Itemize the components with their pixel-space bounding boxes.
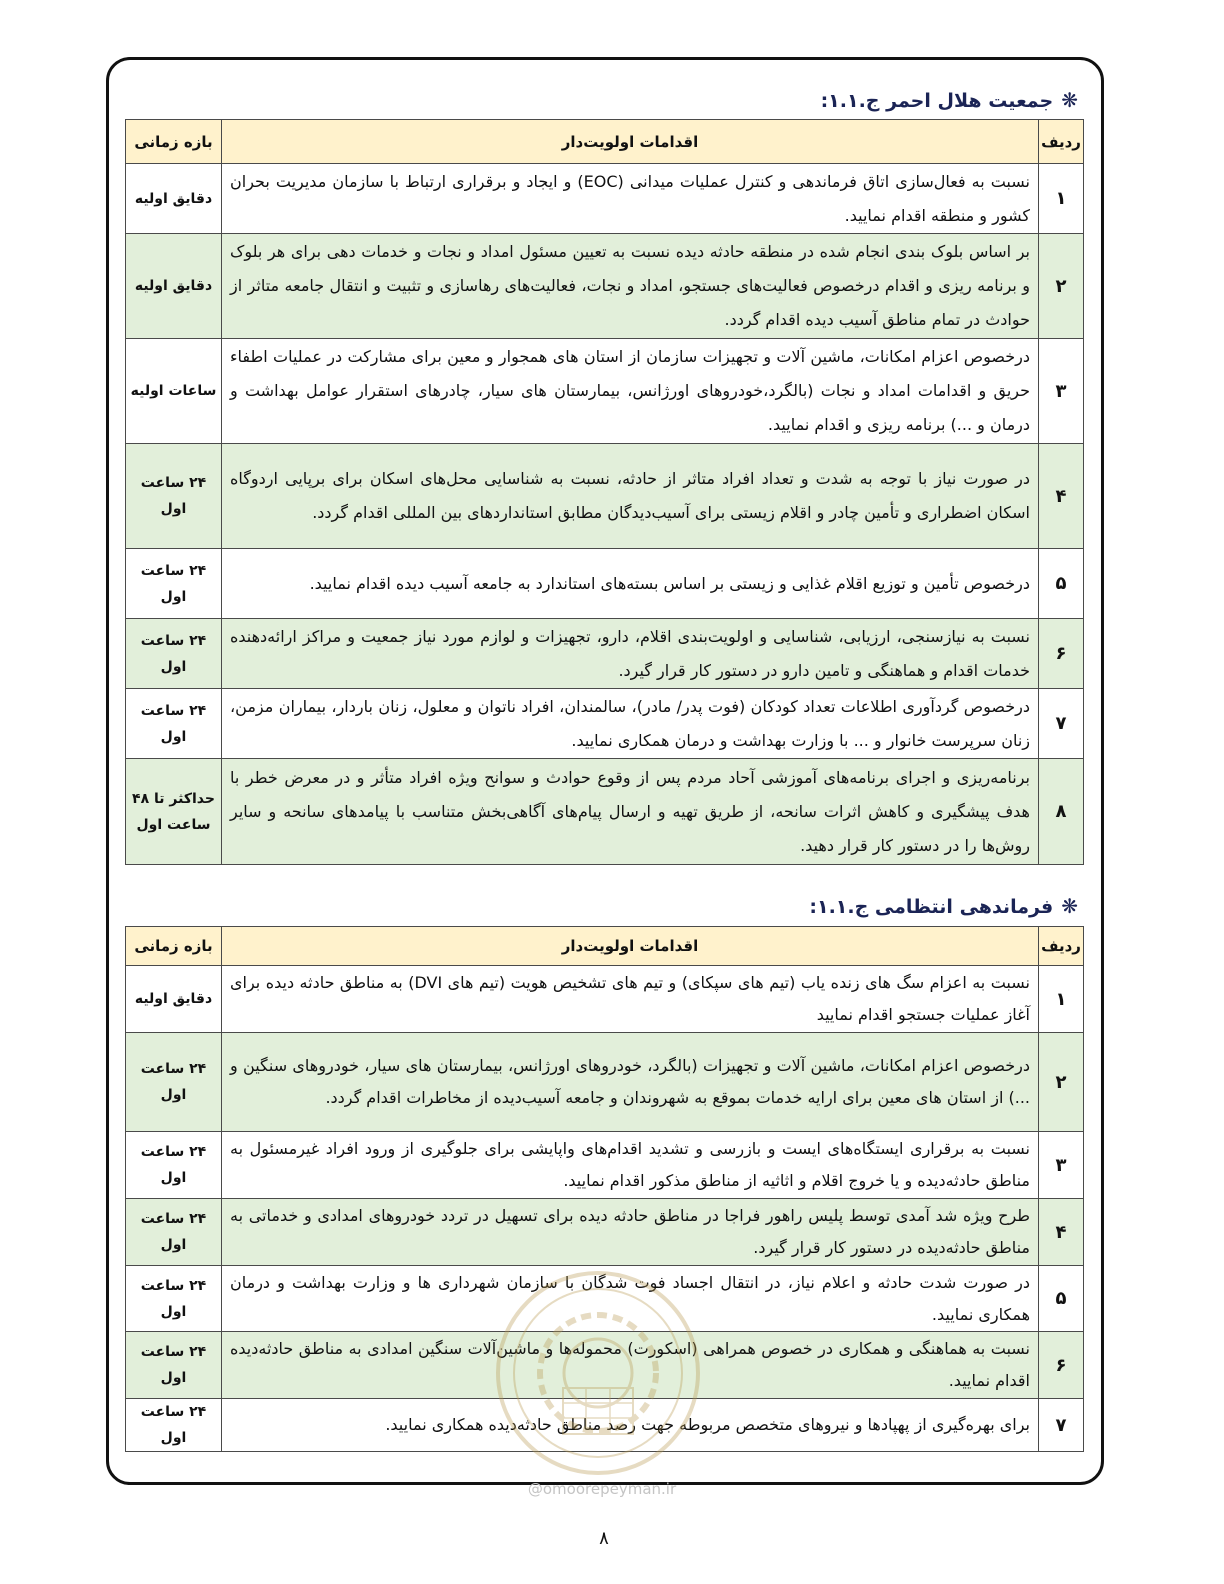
time-period: حداکثر تا ۴۸ ساعت اول xyxy=(126,759,222,865)
header-row-number: ردیف xyxy=(1039,927,1084,966)
time-period: ۲۴ ساعت اول xyxy=(126,1266,222,1332)
priority-actions-table xyxy=(125,926,1084,1452)
table-header-row xyxy=(126,927,1084,966)
action-text: درخصوص اعزام امکانات، ماشین آلات و تجهیزات (بالگرد، خودروهای اورژانس، بیمارستان های سیار، خودروهای سنگین و ...) از استان های معین برای ارایه خدمات بموقع به شهروندان و جامعه آسیب‌دیده از مخاطرات اقدام گردد. xyxy=(222,1033,1039,1132)
time-period: ۲۴ ساعت اول xyxy=(126,1399,222,1452)
action-text: نسبت به اعزام سگ های زنده یاب (تیم های سپکای) و تیم های تشخیص هویت (تیم های DVI) به مناطق حادثه دیده برای آغاز عملیات جستجو اقدام نمایید xyxy=(222,966,1039,1033)
section-heading-text: جمعیت هلال احمر ج.۱.۱: xyxy=(820,90,1054,112)
header-actions: اقدامات اولویت‌دار xyxy=(222,927,1039,966)
action-text: درخصوص گردآوری اطلاعات تعداد کودکان (فوت پدر/ مادر)، سالمندان، افراد ناتوان و معلول، زنان باردار، بیماران مزمن، زنان سرپرست خانوار و ... با وزارت بهداشت و درمان همکاری نمایید. xyxy=(222,689,1039,759)
row-number: ۲ xyxy=(1039,1033,1084,1132)
table-row xyxy=(126,1033,1084,1132)
header-row-number: ردیف xyxy=(1039,120,1084,164)
row-number: ۱ xyxy=(1039,966,1084,1033)
action-text: نسبت به هماهنگی و همکاری در خصوص همراهی (اسکورت) محموله‌ها و ماشین‌آلات سنگین امدادی به مناطق حادثه‌دیده اقدام نمایید. xyxy=(222,1332,1039,1399)
action-text: طرح ویژه شد آمدی توسط پلیس راهور فراجا در مناطق حادثه دیده برای تسهیل در تردد خودروهای امدادی و خدماتی به مناطق حادثه‌دیده در دستور کار قرار گیرد. xyxy=(222,1199,1039,1266)
time-period: ۲۴ ساعت اول xyxy=(126,1332,222,1399)
time-period: ۲۴ ساعت اول xyxy=(126,619,222,689)
time-period: ۲۴ ساعت اول xyxy=(126,689,222,759)
asterisk-icon xyxy=(1061,894,1078,918)
table-row xyxy=(126,234,1084,339)
table-row xyxy=(126,689,1084,759)
row-number: ۶ xyxy=(1039,1332,1084,1399)
action-text: درخصوص اعزام امکانات، ماشین آلات و تجهیزات سازمان از استان های همجوار و معین برای مشارکت در عملیات اطفاء حریق و اقدامات امداد و نجات (بالگرد،خودروهای اورژانس، بیمارستان های سیار، چادرهای استقرار عوامل بهداشت و درمان و ...) برنامه ریزی و اقدام نمایید. xyxy=(222,339,1039,444)
action-text: نسبت به فعال‌سازی اتاق فرماندهی و کنترل عملیات میدانی (EOC) و ایجاد و برقراری ارتباط با سازمان مدیریت بحران کشور و منطقه اقدام نمایید. xyxy=(222,164,1039,234)
row-number: ۷ xyxy=(1039,689,1084,759)
action-text: در صورت نیاز با توجه به شدت و تعداد افراد متاثر از حادثه، نسبت به شناسایی محل‌های اسکان برای برپایی اردوگاه اسکان اضطراری و تأمین چادر و اقلام زیستی برای آسیب‌دیدگان مطابق استانداردهای بین المللی اقدام گردد. xyxy=(222,444,1039,549)
action-text: برای بهره‌گیری از پهپادها و نیروهای متخصص مربوطه جهت رصد مناطق حادثه‌دیده همکاری نمایید. xyxy=(222,1399,1039,1452)
time-period: ۲۴ ساعت اول xyxy=(126,1132,222,1199)
section-heading-text: فرماندهی انتظامی ج.۱.۱: xyxy=(809,896,1054,918)
row-number: ۳ xyxy=(1039,1132,1084,1199)
time-period: ۲۴ ساعت اول xyxy=(126,444,222,549)
priority-actions-table xyxy=(125,119,1084,865)
action-text: برنامه‌ریزی و اجرای برنامه‌های آموزشی آحاد مردم پس از وقوع حوادث و سوانح ویژه افراد متأثر و در معرض خطر با هدف پیشگیری و کاهش اثرات سانحه، از طریق تهیه و ارسال پیام‌های آگاهی‌بخش متناسب با پیامدهای سانحه و سایر روش‌ها را در دستور کار قرار دهید. xyxy=(222,759,1039,865)
time-period: دقایق اولیه xyxy=(126,234,222,339)
table-row xyxy=(126,339,1084,444)
header-actions: اقدامات اولویت‌دار xyxy=(222,120,1039,164)
table-row xyxy=(126,1132,1084,1199)
header-time-period: بازه زمانی xyxy=(126,120,222,164)
action-text: درخصوص تأمین و توزیع اقلام غذایی و زیستی بر اساس بسته‌های استاندارد به جامعه آسیب دیده اقدام نمایید. xyxy=(222,549,1039,619)
time-period: ۲۴ ساعت اول xyxy=(126,549,222,619)
row-number: ۲ xyxy=(1039,234,1084,339)
time-period: ۲۴ ساعت اول xyxy=(126,1199,222,1266)
row-number: ۸ xyxy=(1039,759,1084,865)
header-time-period: بازه زمانی xyxy=(126,927,222,966)
row-number: ۴ xyxy=(1039,444,1084,549)
table-row xyxy=(126,619,1084,689)
time-period: دقایق اولیه xyxy=(126,164,222,234)
asterisk-icon xyxy=(1061,88,1078,112)
section-heading xyxy=(809,894,1078,918)
row-number: ۵ xyxy=(1039,549,1084,619)
section-heading xyxy=(821,88,1078,112)
row-number: ۳ xyxy=(1039,339,1084,444)
table-row xyxy=(126,1332,1084,1399)
table-row xyxy=(126,1399,1084,1452)
row-number: ۷ xyxy=(1039,1399,1084,1452)
page-number: ۸ xyxy=(599,1528,609,1549)
watermark-text: @omoorepeyman.ir xyxy=(527,1480,677,1498)
action-text: نسبت به نیازسنجی، ارزیابی، شناسایی و اولویت‌بندی اقلام، دارو، تجهیزات و لوازم مورد نیاز جمعیت و مراکز ارائه‌دهنده خدمات اقدام و هماهنگی و تامین دارو در دستور کار قرار گیرد. xyxy=(222,619,1039,689)
row-number: ۵ xyxy=(1039,1266,1084,1332)
action-text: نسبت به برقراری ایستگاه‌های ایست و بازرسی و تشدید اقدام‌های واپایشی برای جلوگیری از ورود افراد غیرمسئول به مناطق حادثه‌دیده و یا خروج اقلام و اثاثیه از مناطق مذکور اقدام نمایید. xyxy=(222,1132,1039,1199)
row-number: ۶ xyxy=(1039,619,1084,689)
time-period: ساعات اولیه xyxy=(126,339,222,444)
action-text: در صورت شدت حادثه و اعلام نیاز، در انتقال اجساد فوت شدگان با سازمان شهرداری ها و وزارت بهداشت و درمان همکاری نمایید. xyxy=(222,1266,1039,1332)
row-number: ۱ xyxy=(1039,164,1084,234)
table-row xyxy=(126,966,1084,1033)
table-row xyxy=(126,444,1084,549)
table-row xyxy=(126,164,1084,234)
table-row xyxy=(126,1266,1084,1332)
time-period: ۲۴ ساعت اول xyxy=(126,1033,222,1132)
table-row xyxy=(126,549,1084,619)
row-number: ۴ xyxy=(1039,1199,1084,1266)
time-period: دقایق اولیه xyxy=(126,966,222,1033)
table-header-row xyxy=(126,120,1084,164)
action-text: بر اساس بلوک بندی انجام شده در منطقه حادثه دیده نسبت به تعیین مسئول امداد و نجات و خدمات دهی برای هر بلوک و برنامه ریزی و اقدام درخصوص فعالیت‌های جستجو، امداد و نجات، فعالیت‌های رهاسازی و تثبیت و انتقال جامعه متاثر از حوادث در تمام مناطق آسیب دیده اقدام گردد. xyxy=(222,234,1039,339)
table-row xyxy=(126,759,1084,865)
table-row xyxy=(126,1199,1084,1266)
